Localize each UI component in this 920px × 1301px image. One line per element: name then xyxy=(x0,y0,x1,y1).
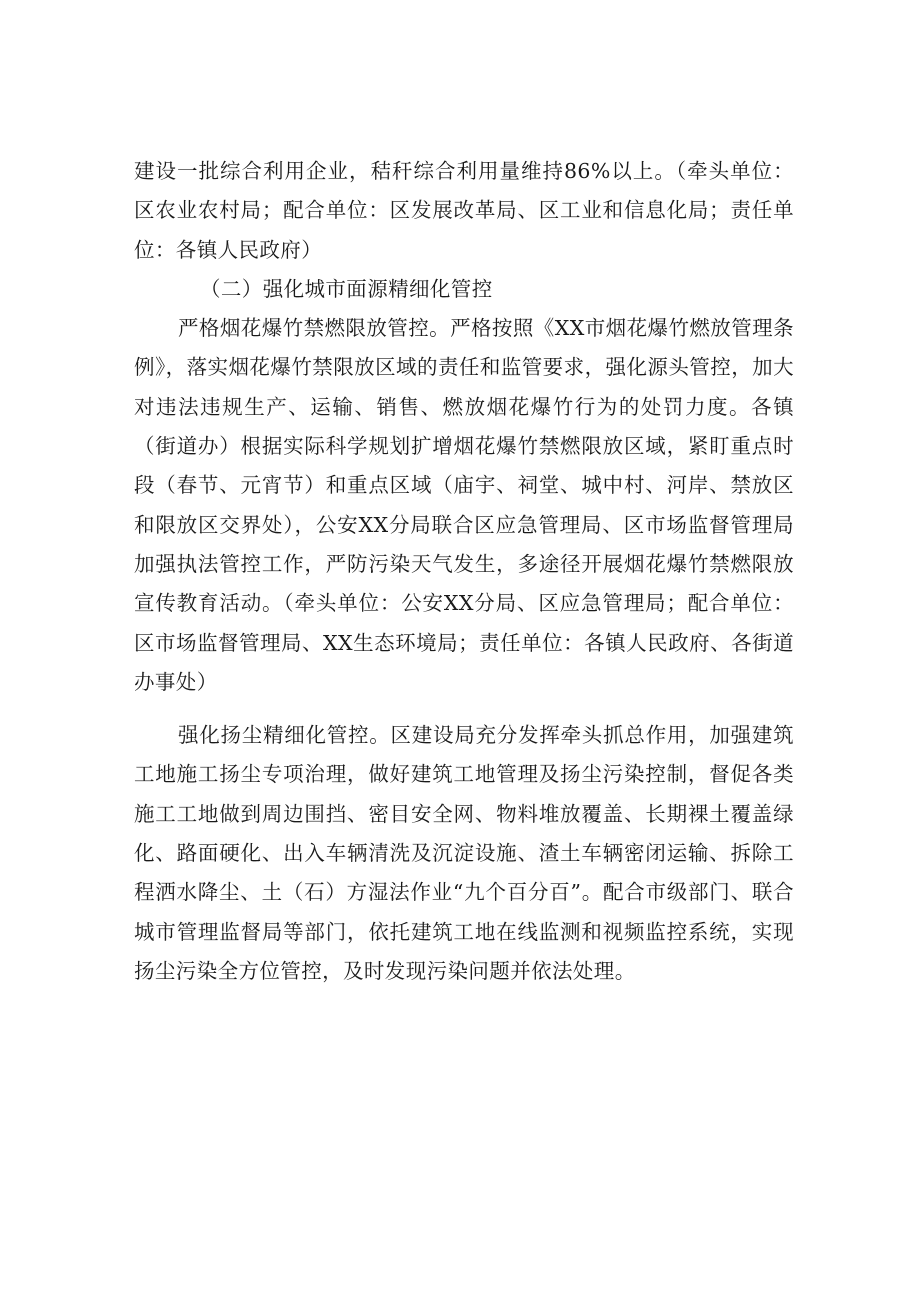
document-body xyxy=(134,152,794,991)
section-heading-urban-source-control: （二）强化城市面源精细化管控 xyxy=(200,276,493,301)
paragraph-straw-utilization: 建设一批综合利用企业，秸秆综合利用量维持86%以上。（牵头单位：区农业农村局；配合单位：区发展改革局、区工业和信息化局；责任单位：各镇人民政府） xyxy=(134,159,794,262)
paragraph-dust-control: 强化扬尘精细化管控。区建设局充分发挥牵头抓总作用，加强建筑工地施工扬尘专项治理，做好建筑工地管理及扬尘污染控制，督促各类施工工地做到周边围挡、密目安全网、物料堆放覆盖、长期裸土覆盖绿化、路面硬化、出入车辆清洗及沉淀设施、渣土车辆密闭运输、拆除工程洒水降尘、土（石）方湿法作业“九个百分百”。配合市级部门、联合城市管理监督局等部门，依托建筑工地在线监测和视频监控系统，实现扬尘污染全方位管控，及时发现污染问题并依法处理。 xyxy=(134,723,794,983)
paragraph-fireworks-control: 严格烟花爆竹禁燃限放管控。严格按照《XX市烟花爆竹燃放管理条例》，落实烟花爆竹禁限放区域的责任和监管要求，强化源头管控，加大对违法违规生产、运输、销售、燃放烟花爆竹行为的处罚力度。各镇（街道办）根据实际科学规划扩增烟花爆竹禁燃限放区域，紧盯重点时段（春节、元宵节）和重点区域（庙宇、祠堂、城中村、河岸、禁放区和限放区交界处），公安XX分局联合区应急管理局、区市场监督管理局加强执法管控工作，严防污染天气发生，多途径开展烟花爆竹禁燃限放宣传教育活动。（牵头单位：公安XX分局、区应急管理局；配合单位：区市场监督管理局、XX生态环境局；责任单位：各镇人民政府、各街道办事处） xyxy=(134,316,794,694)
